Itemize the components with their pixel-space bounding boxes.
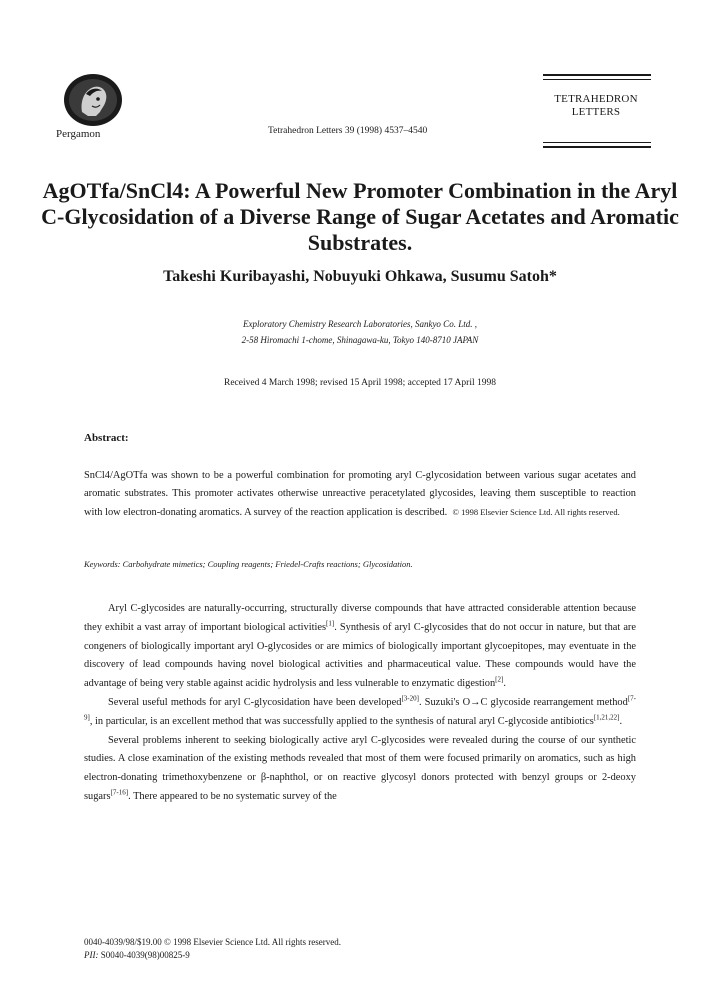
body-paragraph-3 <box>84 732 636 807</box>
body-text: . Suzuki's O→C glycoside rearrangement method <box>418 696 628 708</box>
citation-ref: [1,21,22] <box>593 713 620 722</box>
header-rule-bottom <box>543 146 651 148</box>
body-text: . There appeared to be no systematic survey of the <box>128 790 337 802</box>
citation-ref: [7-9] <box>84 694 636 722</box>
publisher-name: Pergamon <box>56 128 101 140</box>
abstract-heading: Abstract: <box>84 432 129 444</box>
footer-copyright: 0040-4039/98/$19.00 © 1998 Elsevier Science Ltd. All rights reserved. <box>84 937 342 947</box>
header-rule-top <box>543 74 651 76</box>
author-list: Takeshi Kuribayashi, Nobuyuki Ohkawa, Susumu Satoh* <box>163 268 557 285</box>
footer-pii <box>84 949 341 962</box>
body-text: Several useful methods for aryl C-glycosidation have been developed <box>108 696 402 708</box>
affiliation-line2: 2-58 Hiromachi 1-chome, Shinagawa-ku, Tokyo 140-8710 JAPAN <box>241 335 479 345</box>
body-text: . <box>503 678 506 690</box>
affiliation <box>40 316 680 348</box>
journal-name <box>542 93 650 119</box>
keywords: Keywords: Carbohydrate mimetics; Coupling reagents; Friedel-Crafts reactions; Glycosidation. <box>84 559 413 569</box>
abstract-copyright: © 1998 Elsevier Science Ltd. All rights reserved. <box>452 507 620 517</box>
body-paragraph-2 <box>84 694 636 732</box>
body-text: Aryl C-glycosides are naturally-occurring, structurally diverse compounds that have attracted considerable attention because they exhibit a vast array of important biological activities <box>84 603 636 633</box>
article-body <box>84 600 636 807</box>
body-text: , in particular, is an excellent method that was successfully applied to the synthesis of natural aryl C-glycoside antibiotics <box>89 715 594 727</box>
affiliation-line1: Exploratory Chemistry Research Laboratories, Sankyo Co. Ltd. , <box>243 319 477 329</box>
citation-ref: [7-16] <box>110 788 129 797</box>
journal-name-line1: TETRAHEDRON <box>554 93 638 105</box>
pii-value: S0040-4039(98)00825-9 <box>100 950 190 960</box>
body-text: Several problems inherent to seeking biologically active aryl C-glycosides were revealed during the course of our synthetic studies. A close examination of the existing methods revealed that most of them were focused primarily on aromatics, such as high electron-donating trimethoxybenzene or β-naphthol, or on reactive glycosyl donors protected with benzyl groups or 2-deoxy sugars <box>84 734 636 802</box>
header-rule-bottom-thin <box>543 142 651 143</box>
citation-ref: [3-20] <box>401 694 419 703</box>
body-paragraph-1 <box>84 600 636 694</box>
citation-ref: [2] <box>495 675 504 684</box>
citation-ref: [1] <box>326 619 335 628</box>
header-rule-top-thin <box>543 79 651 80</box>
body-text: . Synthesis of aryl C-glycosides that do not occur in nature, but that are congeners of biologically important aryl O-glycosides or are mimics of biologically important glycoepitopes, may eventuate in the discovery of lead compounds having novel biological activities and pharmaceutical value. These compounds would have the advantage of being very stable against acidic hydrolysis and less vulnerable to enzymatic digestion <box>84 621 637 690</box>
body-text: . <box>619 715 623 727</box>
journal-name-line2: LETTERS <box>571 106 621 118</box>
abstract-text <box>84 467 636 522</box>
pii-label: PII: <box>84 950 99 960</box>
footer <box>84 936 341 962</box>
abstract-body: SnCl4/AgOTfa was shown to be a powerful combination for promoting aryl C-glycosidation between various sugar acetates and aromatic substrates. This promoter activates otherwise unreactive peracetylated glycosides, leaving them susceptible to reaction with low electron-donating aromatics. A survey of the reaction application is described. <box>84 470 636 518</box>
pergamon-logo-icon <box>62 72 124 128</box>
journal-citation: Tetrahedron Letters 39 (1998) 4537–4540 <box>268 126 428 136</box>
received-dates: Received 4 March 1998; revised 15 April 1998; accepted 17 April 1998 <box>223 378 496 388</box>
article-title: AgOTfa/SnCl4: A Powerful New Promoter Combination in the Aryl C-Glycosidation of a Diverse Range of Sugar Acetates and Aromatic Substrates. <box>41 178 679 255</box>
